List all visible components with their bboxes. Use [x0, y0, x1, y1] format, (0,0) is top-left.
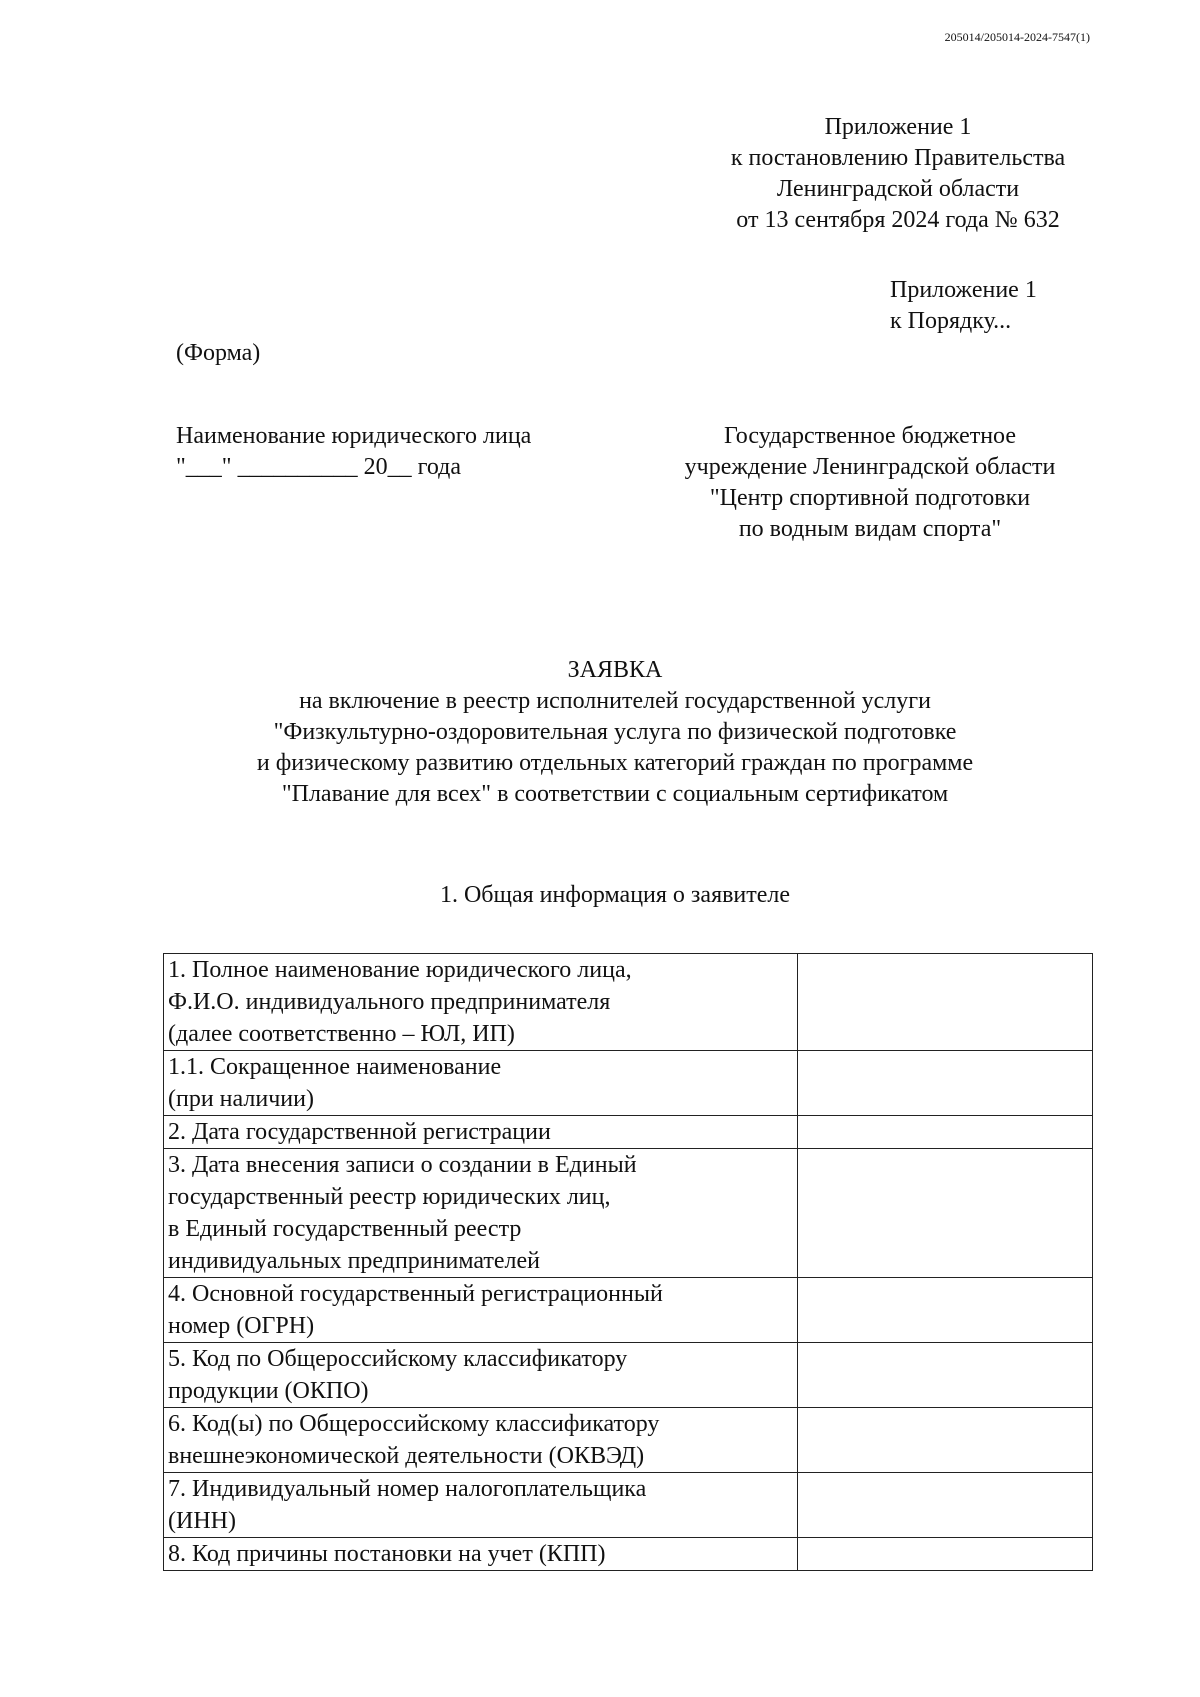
row-label-line: внешнеэкономической деятельности (ОКВЭД) [168, 1443, 645, 1469]
row-label-line: 8. Код причины постановки на учет (КПП) [168, 1541, 606, 1567]
row-label [164, 1051, 798, 1116]
row-label [164, 1149, 798, 1278]
row-label-line: 6. Код(ы) по Общероссийскому классификатору [168, 1411, 660, 1437]
legal-entity-name-label: Наименование юридического лица [176, 423, 532, 449]
table-row [164, 1538, 1093, 1571]
table-row [164, 1408, 1093, 1473]
table-row [164, 1149, 1093, 1278]
recipient-line: Государственное бюджетное [724, 423, 1016, 449]
row-value-cell[interactable] [797, 1408, 1092, 1473]
table-row [164, 1278, 1093, 1343]
recipient-block [640, 421, 1100, 545]
row-value-cell[interactable] [797, 1051, 1092, 1116]
row-label-line: Ф.И.О. индивидуального предпринимателя [168, 989, 611, 1015]
table-row [164, 954, 1093, 1051]
application-subtitle-line: на включение в реестр исполнителей государственной услуги [299, 688, 931, 714]
table-row [164, 1343, 1093, 1408]
row-label-line: индивидуальных предпринимателей [168, 1248, 540, 1274]
row-label [164, 1473, 798, 1538]
row-label [164, 1116, 798, 1149]
application-subtitle-line: "Плавание для всех" в соответствии с социальным сертификатом [281, 781, 949, 807]
row-label [164, 1538, 798, 1571]
row-label-line: (ИНН) [168, 1508, 236, 1534]
row-label [164, 1343, 798, 1408]
section-heading: 1. Общая информация о заявителе [439, 882, 791, 908]
application-subtitle-line: и физическому развитию отдельных категорий граждан по программе [256, 750, 974, 776]
appendix-main-line: Приложение 1 [824, 114, 972, 140]
recipient-line: по водным видам спорта" [738, 516, 1002, 542]
row-label-line: в Единый государственный реестр [168, 1216, 522, 1242]
row-label-line: продукции (ОКПО) [168, 1378, 369, 1404]
table-row [164, 1051, 1093, 1116]
row-label-line: 2. Дата государственной регистрации [168, 1119, 551, 1145]
table-row [164, 1116, 1093, 1149]
row-label-line: 3. Дата внесения записи о создании в Единый [168, 1152, 637, 1178]
row-value-cell[interactable] [797, 1149, 1092, 1278]
row-label [164, 1408, 798, 1473]
row-value-cell[interactable] [797, 1538, 1092, 1571]
appendix-order-line: к Порядку... [890, 308, 1012, 334]
row-label [164, 1278, 798, 1343]
application-subtitle-line: "Физкультурно-оздоровительная услуга по физической подготовке [273, 719, 957, 745]
date-line: "___" __________ 20__ года [176, 454, 462, 480]
row-value-cell[interactable] [797, 1343, 1092, 1408]
row-value-cell[interactable] [797, 1116, 1092, 1149]
row-label-line: 5. Код по Общероссийскому классификатору [168, 1346, 628, 1372]
applicant-info-table [163, 953, 1093, 1571]
appendix-main-line: от 13 сентября 2024 года № 632 [736, 207, 1060, 233]
legal-entity-block [176, 421, 531, 483]
row-value-cell[interactable] [797, 1473, 1092, 1538]
document-id: 205014/205014-2024-7547(1) [944, 30, 1090, 44]
appendix-order-block [890, 275, 1037, 337]
application-title: ЗАЯВКА [567, 657, 663, 683]
row-label-line: (при наличии) [168, 1086, 314, 1112]
appendix-main-line: к постановлению Правительства [730, 145, 1066, 171]
row-value-cell[interactable] [797, 1278, 1092, 1343]
recipient-line: "Центр спортивной подготовки [709, 485, 1031, 511]
row-label-line: 1.1. Сокращенное наименование [168, 1054, 502, 1080]
row-label [164, 954, 798, 1051]
row-label-line: номер (ОГРН) [168, 1313, 315, 1339]
form-label: (Форма) [176, 340, 261, 366]
appendix-order-line: Приложение 1 [890, 277, 1037, 303]
row-label-line: 7. Индивидуальный номер налогоплательщика [168, 1476, 647, 1502]
table-row [164, 1473, 1093, 1538]
row-label-line: государственный реестр юридических лиц, [168, 1184, 611, 1210]
row-label-line: 4. Основной государственный регистрационный [168, 1281, 663, 1307]
row-label-line: (далее соответственно – ЮЛ, ИП) [168, 1021, 515, 1047]
appendix-main-line: Ленинградской области [776, 176, 1020, 202]
row-value-cell[interactable] [797, 954, 1092, 1051]
application-title-block [150, 655, 1080, 810]
appendix-main-block [688, 112, 1108, 236]
recipient-line: учреждение Ленинградской области [684, 454, 1056, 480]
row-label-line: 1. Полное наименование юридического лица, [168, 957, 632, 983]
